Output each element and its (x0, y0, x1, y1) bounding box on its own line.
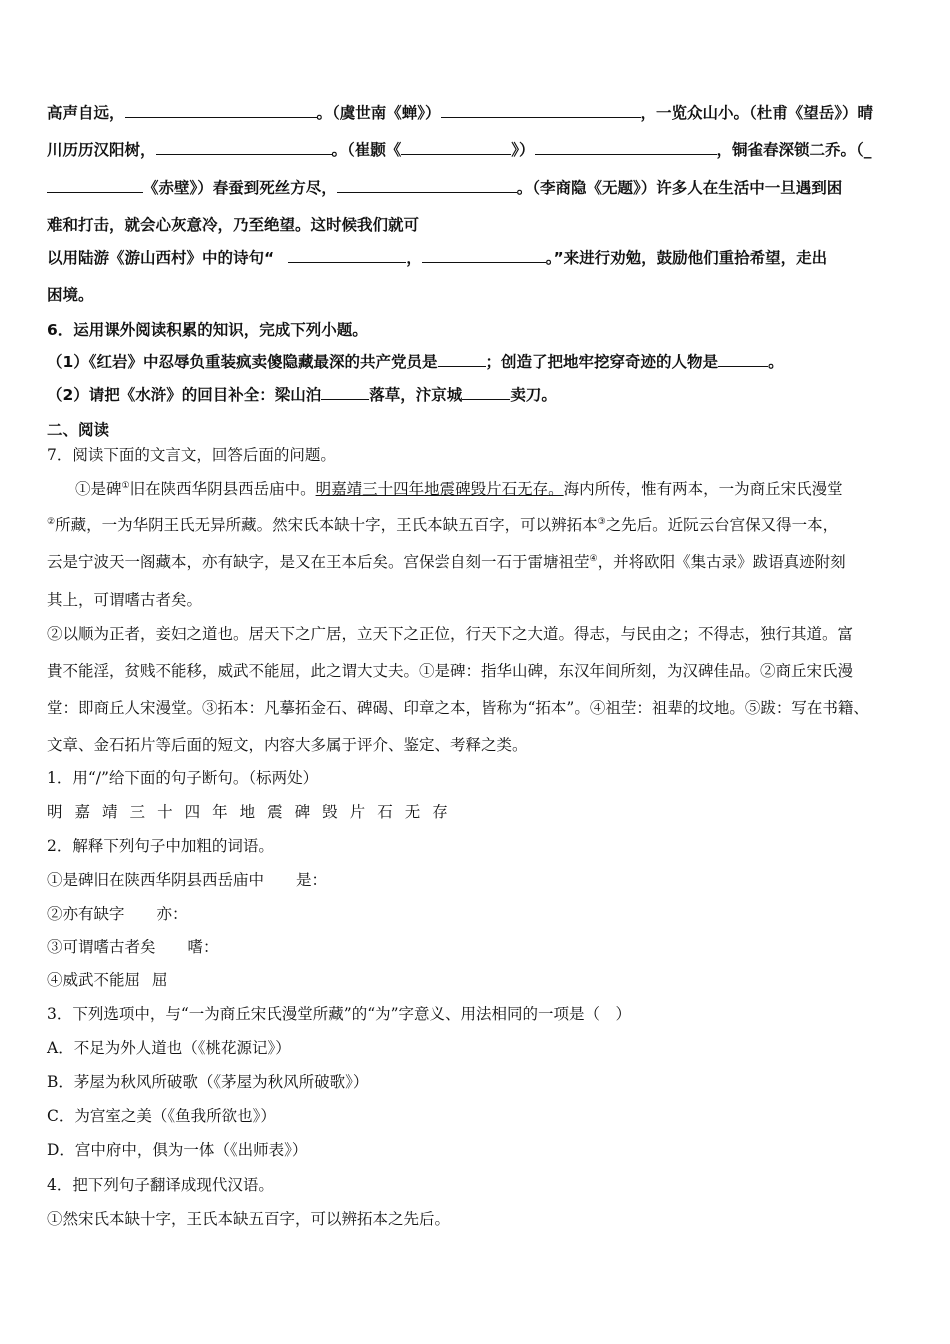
blank[interactable] (535, 140, 717, 155)
char: 地 (239, 803, 256, 821)
text: 。（虞世南《蝉》） (316, 104, 441, 122)
char: 震 (267, 803, 283, 821)
footnote-marker: ② (47, 516, 56, 527)
option-c[interactable]: C．为宫室之美（《鱼我所欲也》） (47, 1107, 276, 1125)
text: ，并将欧阳《集古录》跋语真迹附刻 (597, 553, 846, 571)
poem-line-6: 困境。 (47, 286, 94, 304)
char: 片 (349, 803, 366, 821)
text: ，铜雀春深锁二乔。（_ (716, 141, 872, 159)
translate-item: ①然宋氏本缺十字，王氏本缺五百字，可以辨拓本之先后。 (47, 1210, 451, 1228)
explain-item (47, 970, 168, 990)
text: 屈 (152, 971, 168, 989)
passage-line: ②以顺为正者，妾妇之道也。居天下之广居，立天下之正位，行天下之大道。得志，与民由之；不得志，独行其道。富 (47, 625, 854, 643)
char: 年 (212, 803, 228, 821)
text: ，一览众山小。（杜甫《望岳》）晴 (640, 104, 874, 122)
question-6-title: 6．运用课外阅读积累的知识，完成下列小题。 (47, 321, 368, 339)
text: 高声自远， (47, 104, 125, 122)
poem-line-1 (47, 103, 873, 123)
text: 所藏，一为华阴王氏无异所藏。然宋氏本缺十字，王氏本缺五百字，可以辨拓本 (55, 516, 598, 534)
char: 靖 (102, 803, 118, 821)
footnote-marker: ④ (589, 553, 598, 564)
text: 落草，汴京城 (369, 386, 463, 404)
passage-line (75, 479, 843, 499)
poem-line-4: 难和打击，就会心灰意冷，乃至绝望。这时候我们就可 (47, 216, 420, 234)
char: 存 (432, 803, 448, 821)
text: 海内所传，惟有两本，一为商丘宋氏漫堂 (563, 480, 843, 498)
blank[interactable] (422, 248, 546, 263)
text: 旧在陕西华阴县西岳庙中。 (129, 480, 316, 498)
char: 十 (157, 803, 173, 821)
text: （2）请把《水浒》的回目补全：梁山泊 (47, 386, 322, 404)
text: ①是碑旧在陕西华阴县西岳庙中 (47, 871, 265, 889)
char: 石 (377, 803, 393, 821)
passage-line (47, 515, 838, 535)
text: 。”来进行劝勉，鼓励他们重拾希望，走出 (545, 249, 828, 267)
text: 。 (768, 353, 784, 371)
subquestion-4-title: 4．把下列句子翻译成现代汉语。 (47, 1176, 274, 1194)
text: 。（李商隐《无题》）许多人在生活中一旦遇到困 (516, 179, 843, 197)
underlined-sentence: 明嘉靖三十四年地震碑毁片石无存。 (315, 480, 564, 498)
char: 碑 (294, 803, 311, 821)
text: ①是碑 (75, 480, 122, 498)
blank[interactable] (441, 103, 641, 118)
blank[interactable] (321, 385, 369, 400)
char: 无 (404, 803, 421, 821)
text: ④威武不能屈 (47, 971, 141, 989)
subquestion-3-title: 3．下列选项中，与“一为商丘宋氏漫堂所藏”的“为”字意义、用法相同的一项是（ ） (47, 1005, 632, 1023)
passage-line: 堂：即商丘人宋漫堂。③拓本：凡摹拓金石、碑碣、印章之本，皆称为“拓本”。④祖茔：祖辈的坟地。⑤跋：写在书籍、 (47, 699, 869, 717)
text: 云是宁波天一阁藏本，亦有缺字，是又在王本后矣。宫保尝自刻一石于雷塘祖茔 (47, 553, 590, 571)
text: 之先后。近阮云台宫保又得一本， (605, 516, 839, 534)
footnote-marker: ① (121, 480, 130, 491)
char: 三 (129, 803, 146, 821)
text: 亦： (156, 905, 188, 923)
blank[interactable] (401, 140, 511, 155)
text: ②亦有缺字 (47, 905, 125, 923)
passage-line (47, 552, 846, 572)
blank[interactable] (718, 352, 768, 367)
text: （1）《红岩》中忍辱负重装疯卖傻隐藏最深的共产党员是 (47, 353, 438, 371)
text: 以用陆游《游山西村》中的诗句“ (47, 249, 275, 267)
explain-item (47, 937, 219, 957)
poem-line-5 (47, 248, 827, 268)
option-b[interactable]: B．茅屋为秋风所破歌（《茅屋为秋风所破歌》） (47, 1073, 369, 1091)
text: 》） (511, 141, 535, 159)
text: 《赤壁》）春蚕到死丝方尽， (143, 179, 337, 197)
blank[interactable] (125, 103, 317, 118)
blank[interactable] (337, 178, 517, 193)
option-a[interactable]: A．不足为外人道也（《桃花源记》） (47, 1039, 291, 1057)
blank[interactable] (462, 385, 510, 400)
blank[interactable] (156, 140, 332, 155)
subquestion-2-title: 2．解释下列句子中加粗的词语。 (47, 837, 274, 855)
char: 四 (184, 803, 201, 821)
poem-line-2 (47, 140, 872, 160)
text: 嗜： (187, 938, 219, 956)
text: 卖刀。 (510, 386, 557, 404)
question-7-title: 7．阅读下面的文言文，回答后面的问题。 (47, 446, 336, 464)
blank[interactable] (438, 352, 486, 367)
footnote-marker: ③ (597, 516, 606, 527)
blank[interactable] (47, 178, 143, 193)
text: 。（崔颢《 (331, 141, 402, 159)
subquestion-1-title: 1．用“/”给下面的句子断句。（标两处） (47, 769, 319, 787)
text: 川历历汉阳树， (47, 141, 156, 159)
question-6-part-1 (47, 352, 784, 372)
char: 嘉 (74, 803, 91, 821)
passage-line: 其上，可谓嗜古者矣。 (47, 591, 203, 609)
section-heading: 二、阅读 (47, 421, 110, 439)
char: 明 (47, 803, 63, 821)
text: ③可谓嗜古者矣 (47, 938, 156, 956)
passage-line: 貴不能淫，贫贱不能移，威武不能屈，此之谓大丈夫。①是碑：指华山碑，东汉年间所刻，为汉碑佳品。②商丘宋氏漫 (47, 662, 854, 680)
explain-item (47, 904, 188, 924)
text: ；创造了把地牢挖穿奇迹的人物是 (485, 353, 719, 371)
char: 毁 (322, 803, 338, 821)
passage-line: 文章、金石拓片等后面的短文，内容大多属于评介、鉴定、考释之类。 (47, 736, 528, 754)
poem-line-3 (47, 178, 842, 198)
text: ， (406, 249, 422, 267)
text: 是： (296, 871, 328, 889)
punctuation-sentence[interactable] (47, 802, 460, 822)
question-6-part-2 (47, 385, 557, 405)
blank[interactable] (288, 248, 406, 263)
explain-item (47, 870, 327, 890)
option-d[interactable]: D．宫中府中，俱为一体（《出师表》） (47, 1141, 308, 1159)
